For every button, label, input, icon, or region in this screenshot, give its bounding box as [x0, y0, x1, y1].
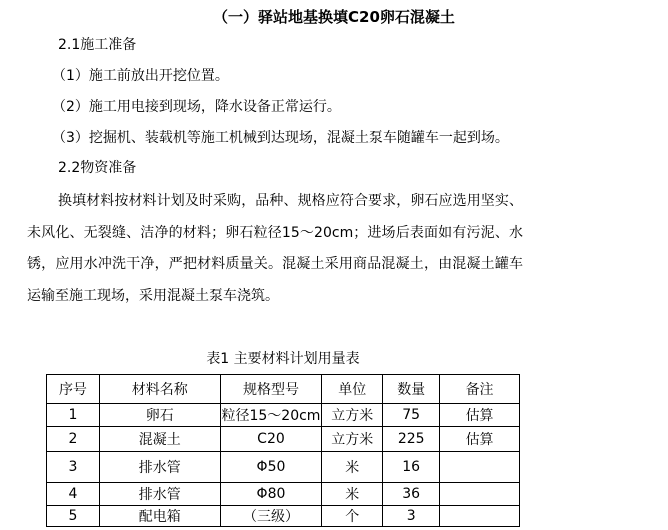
- cell: 估算: [440, 427, 520, 452]
- cell: 混凝土: [99, 427, 220, 452]
- heading-2-2: 2.2物资准备: [58, 160, 137, 176]
- cell: 立方米: [322, 427, 383, 452]
- cell: 粒径15～20cm: [220, 404, 322, 427]
- list-item: （1）施工前放出开挖位置。: [52, 68, 229, 84]
- header-cell: 备注: [440, 375, 520, 404]
- list-item: （3）挖掘机、装载机等施工机械到达现场，混凝土泵车随罐车一起到场。: [52, 130, 509, 146]
- header-cell: 单位: [322, 375, 383, 404]
- cell: 36: [383, 483, 440, 506]
- cell: 4: [47, 483, 100, 506]
- header-cell: 规格型号: [220, 375, 322, 404]
- cell: 75: [383, 404, 440, 427]
- cell: [440, 452, 520, 483]
- table-header-row: [47, 375, 520, 404]
- table-row: [47, 506, 520, 527]
- list-item: （2）施工用电接到现场，降水设备正常运行。: [52, 99, 341, 115]
- header-cell: 序号: [47, 375, 100, 404]
- cell: Φ50: [220, 452, 322, 483]
- cell: [440, 506, 520, 527]
- cell: 排水管: [99, 452, 220, 483]
- cell: [440, 483, 520, 506]
- materials-paragraph: 换填材料按材料计划及时采购，品种、规格应符合要求，卵石应选用坚实、未风化、无裂缝、洁净的材料；卵石粒径15～20cm；进场后表面如有污泥、水锈，应用水冲洗干净，严把材料质量关。混凝土采用商品混凝土，由混凝土罐车运输至施工现场，采用混凝土泵车浇筑。: [27, 193, 523, 304]
- cell: C20: [220, 427, 322, 452]
- table-caption: 表1 主要材料计划用量表: [206, 351, 360, 367]
- table-row: [47, 452, 520, 483]
- cell: 16: [383, 452, 440, 483]
- cell: 个: [322, 506, 383, 527]
- cell: 配电箱: [99, 506, 220, 527]
- cell: 卵石: [99, 404, 220, 427]
- cell: 排水管: [99, 483, 220, 506]
- cell: 米: [322, 452, 383, 483]
- heading-2-1: 2.1施工准备: [58, 37, 137, 53]
- cell: Φ80: [220, 483, 322, 506]
- cell: （三级）: [220, 506, 322, 527]
- cell: 估算: [440, 404, 520, 427]
- cell: 225: [383, 427, 440, 452]
- cell: 3: [47, 452, 100, 483]
- cell: 米: [322, 483, 383, 506]
- cell: 3: [383, 506, 440, 527]
- table-row: [47, 483, 520, 506]
- cell: 立方米: [322, 404, 383, 427]
- table-row: [47, 427, 520, 452]
- materials-table: [46, 374, 520, 527]
- cell: 1: [47, 404, 100, 427]
- cell: 2: [47, 427, 100, 452]
- table-row: [47, 404, 520, 427]
- cell: 5: [47, 506, 100, 527]
- section-title: （一）驿站地基换填C20卵石混凝土: [213, 8, 455, 26]
- header-cell: 材料名称: [99, 375, 220, 404]
- header-cell: 数量: [383, 375, 440, 404]
